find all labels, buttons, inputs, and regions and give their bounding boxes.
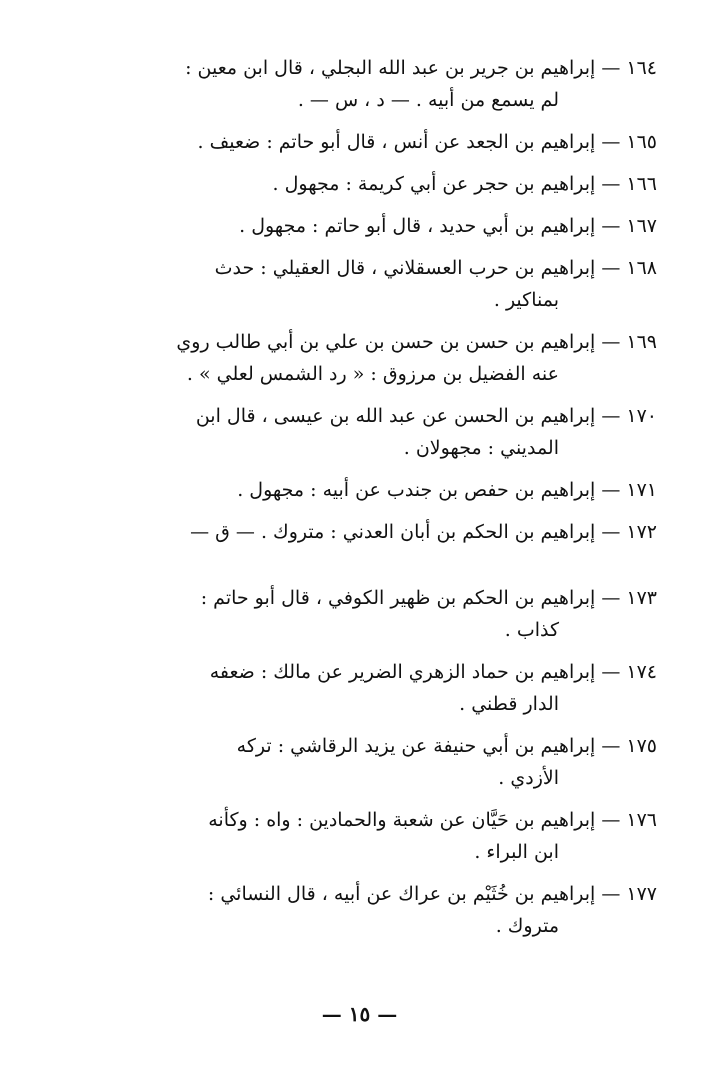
entry-line: ١٦٦ — إبراهيم بن حجر عن أبي كريمة : مجهول . <box>272 173 657 195</box>
entry-171 <box>137 474 657 506</box>
entry-line: الدار قطني . <box>459 693 559 715</box>
entry-line: ١٦٤ — إبراهيم بن جرير بن عبد الله البجلي ، قال ابن معين : <box>185 57 657 79</box>
entry-176 <box>137 804 657 868</box>
entry-164 <box>137 52 657 116</box>
entry-line: المديني : مجهولان . <box>403 437 559 459</box>
entry-line: ١٦٨ — إبراهيم بن حرب العسقلاني ، قال العقيلي : حدث <box>214 257 657 279</box>
entry-line: ١٧٤ — إبراهيم بن حماد الزهري الضرير عن مالك : ضعفه <box>209 661 657 683</box>
entry-line: ١٧٠ — إبراهيم بن الحسن عن عبد الله بن عيسى ، قال ابن <box>195 405 657 427</box>
entry-168 <box>137 252 657 316</box>
entry-line: ١٧٢ — إبراهيم بن الحكم بن أبان العدني : متروك . — ق — <box>190 521 657 543</box>
entry-line: كذاب . <box>504 619 559 641</box>
entry-line: ١٧٦ — إبراهيم بن حَيَّان عن شعبة والحمادين : واه : وكأنه <box>208 809 657 831</box>
entry-167 <box>137 210 657 242</box>
entry-line: لم يسمع من أبيه . — د ، س — . <box>297 89 559 111</box>
entry-169 <box>137 326 657 390</box>
entry-line: ١٧٣ — إبراهيم بن الحكم بن ظهير الكوفي ، قال أبو حاتم : <box>200 587 657 609</box>
entry-174 <box>137 656 657 720</box>
entry-line: عنه الفضيل بن مرزوق : « رد الشمس لعلي » . <box>186 363 559 385</box>
entry-line: ١٦٧ — إبراهيم بن أبي حديد ، قال أبو حاتم : مجهول . <box>239 215 657 237</box>
entry-line: الأزدي . <box>498 767 559 789</box>
entry-173 <box>137 582 657 646</box>
entry-170 <box>137 400 657 464</box>
entry-line: متروك . <box>495 915 559 937</box>
entry-177 <box>137 878 657 942</box>
entry-165 <box>137 126 657 158</box>
entry-line: بمناكير . <box>493 289 559 311</box>
entry-line: ١٧٥ — إبراهيم بن أبي حنيفة عن يزيد الرقاشي : تركه <box>236 735 657 757</box>
entry-line: ١٦٩ — إبراهيم بن حسن بن حسن بن علي بن أبي طالب روي <box>176 331 657 353</box>
entry-175 <box>137 730 657 794</box>
entries-list <box>137 52 657 952</box>
entry-line: ١٧١ — إبراهيم بن حفص بن جندب عن أبيه : مجهول . <box>237 479 657 501</box>
entry-172 <box>137 516 657 548</box>
entry-line: ابن البراء . <box>474 841 559 863</box>
entry-line: ١٦٥ — إبراهيم بن الجعد عن أنس ، قال أبو حاتم : ضعيف . <box>197 131 657 153</box>
entry-166 <box>137 168 657 200</box>
page-number: — ١٥ — <box>321 1002 398 1026</box>
entry-line: ١٧٧ — إبراهيم بن خُثَيْم بن عراك عن أبيه ، قال النسائي : <box>207 883 657 905</box>
